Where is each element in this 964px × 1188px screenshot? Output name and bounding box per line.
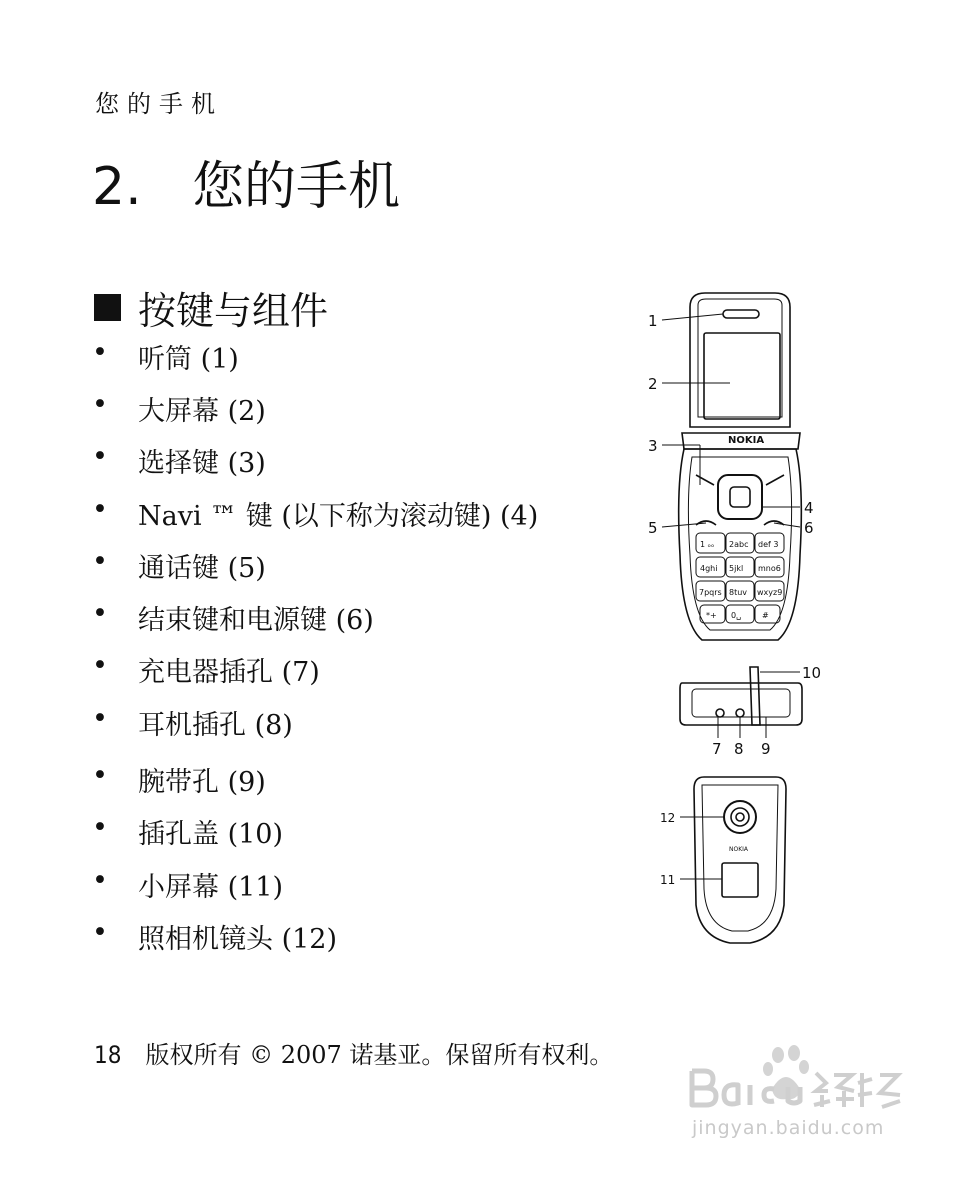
brand-text: NOKIA	[728, 435, 765, 446]
key-5: 5jkl	[729, 564, 744, 573]
bullet-icon: •	[92, 494, 108, 525]
phone-bottom-illustration	[680, 664, 821, 758]
baidu-watermark-logo	[686, 1045, 906, 1115]
callout-11: 11	[660, 873, 676, 887]
chapter-title-text: 您的手机	[192, 157, 401, 217]
bullet-icon: •	[92, 598, 108, 629]
phone-open-illustration	[648, 293, 814, 640]
callout-6: 6	[804, 519, 814, 537]
key-7: 7pqrs	[699, 588, 722, 597]
key-9: wxyz9	[757, 588, 783, 597]
callout-5: 5	[648, 519, 658, 537]
bullet-icon: •	[92, 389, 108, 420]
bullet-icon: •	[92, 337, 108, 368]
bullet-icon: •	[92, 703, 108, 734]
callout-8: 8	[734, 740, 744, 758]
section-heading-text: 按键与组件	[138, 289, 329, 333]
callout-3: 3	[648, 437, 658, 455]
key-8: 8tuv	[729, 588, 748, 597]
copyright-text: 版权所有 © 2007 诺基亚。保留所有权利。	[145, 1041, 614, 1069]
phone-back-illustration	[660, 777, 786, 943]
callout-2: 2	[648, 375, 658, 393]
bullet-icon: •	[92, 760, 108, 791]
page-footer	[94, 1035, 613, 1070]
key-4: 4ghi	[700, 564, 718, 573]
bullet-icon: •	[92, 441, 108, 472]
key-0: 0␣	[731, 611, 742, 620]
section-heading	[94, 280, 328, 335]
chapter-title	[92, 144, 400, 219]
key-star: *+	[706, 611, 717, 620]
callout-7: 7	[712, 740, 722, 758]
key-1: 1 ₒₒ	[700, 540, 715, 549]
key-3: def 3	[758, 540, 779, 549]
watermark-url: jingyan.baidu.com	[692, 1117, 885, 1139]
key-6: mno6	[758, 564, 781, 573]
back-brand-text: NOKIA	[729, 846, 749, 853]
phone-diagram	[630, 285, 830, 950]
bullet-icon: •	[92, 812, 108, 843]
callout-9: 9	[761, 740, 771, 758]
callout-10: 10	[802, 664, 822, 682]
callout-12: 12	[660, 811, 676, 825]
callout-4: 4	[804, 499, 814, 517]
callout-1: 1	[648, 312, 658, 330]
square-bullet-icon	[94, 294, 121, 321]
page-number: 18	[94, 1041, 122, 1069]
bullet-icon: •	[92, 865, 108, 896]
running-header: 您的手机	[95, 90, 223, 118]
chapter-number: 2.	[92, 157, 142, 217]
bullet-icon: •	[92, 546, 108, 577]
key-2: 2abc	[729, 540, 749, 549]
key-hash: #	[762, 611, 769, 620]
bullet-icon: •	[92, 917, 108, 948]
bullet-icon: •	[92, 650, 108, 681]
